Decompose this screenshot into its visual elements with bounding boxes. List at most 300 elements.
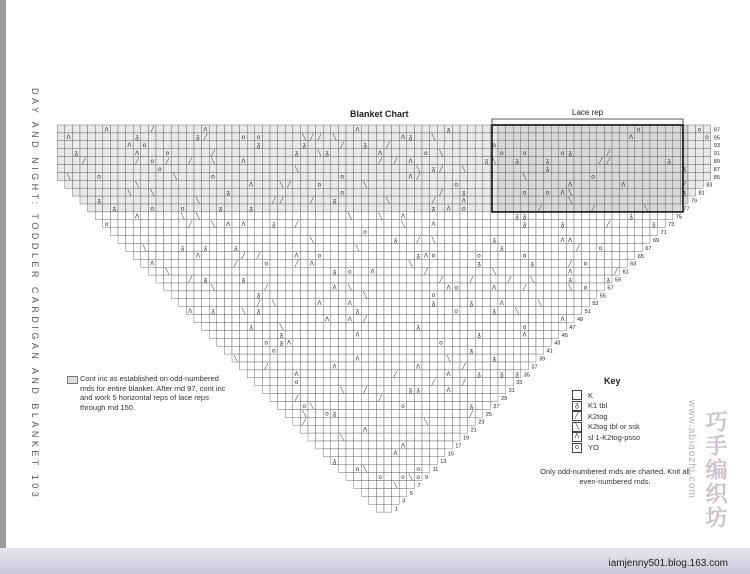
- stitch-symbol: ╱: [294, 260, 299, 268]
- chart-cell: [376, 433, 384, 441]
- chart-cell: [650, 180, 658, 188]
- chart-cell: [232, 180, 240, 188]
- stitch-symbol: ╱: [431, 379, 436, 387]
- chart-cell: [437, 141, 445, 149]
- row-number: 51: [584, 309, 591, 316]
- chart-cell: [255, 315, 263, 323]
- chart-cell: [582, 236, 590, 244]
- chart-cell: [422, 165, 430, 173]
- chart-cell: [209, 299, 217, 307]
- chart-cell: [270, 149, 278, 157]
- chart-cell: [247, 330, 255, 338]
- row-number: 67: [645, 245, 652, 252]
- chart-cell: [430, 188, 438, 196]
- chart-title: Blanket Chart: [350, 109, 409, 119]
- chart-cell: [331, 402, 339, 410]
- chart-cell: [384, 473, 392, 481]
- chart-cell: [118, 236, 126, 244]
- chart-cell: [88, 125, 96, 133]
- chart-cell: [498, 259, 506, 267]
- chart-cell: [483, 180, 491, 188]
- chart-cell: [224, 330, 232, 338]
- chart-cell: [202, 307, 210, 315]
- chart-cell: [665, 141, 673, 149]
- key-label: K2tog tbl or ssk: [588, 422, 640, 432]
- chart-cell: [559, 204, 567, 212]
- chart-cell: [361, 433, 369, 441]
- chart-cell: [483, 370, 491, 378]
- chart-cell: [582, 157, 590, 165]
- chart-cell: [392, 283, 400, 291]
- chart-cell: [133, 204, 141, 212]
- chart-cell: [354, 188, 362, 196]
- chart-cell: [338, 251, 346, 259]
- chart-cell: [110, 172, 118, 180]
- chart-cell: [278, 402, 286, 410]
- chart-cell: [346, 354, 354, 362]
- chart-cell: [232, 228, 240, 236]
- chart-cell: [551, 251, 559, 259]
- chart-cell: [88, 188, 96, 196]
- chart-cell: [589, 188, 597, 196]
- chart-cell: [589, 133, 597, 141]
- chart-cell: [582, 228, 590, 236]
- chart-cell: [665, 149, 673, 157]
- chart-cell: [597, 220, 605, 228]
- chart-cell: [506, 141, 514, 149]
- chart-cell: [536, 346, 544, 354]
- chart-cell: [582, 165, 590, 173]
- stitch-symbol: ╲: [173, 173, 177, 181]
- chart-cell: [430, 244, 438, 252]
- stitch-symbol: ╱: [507, 276, 512, 284]
- chart-cell: [331, 188, 339, 196]
- chart-cell: [430, 402, 438, 410]
- chart-cell: [308, 307, 316, 315]
- stitch-symbol: ╲: [644, 205, 649, 213]
- chart-cell: [300, 251, 308, 259]
- chart-cell: [544, 299, 552, 307]
- chart-cell: [285, 251, 293, 259]
- chart-cell: [209, 323, 217, 331]
- chart-cell: [323, 354, 331, 362]
- chart-cell: [308, 180, 316, 188]
- chart-cell: [635, 220, 643, 228]
- chart-cell: [270, 386, 278, 394]
- chart-cell: [635, 165, 643, 173]
- chart-cell: [316, 165, 324, 173]
- chart-cell: [316, 307, 324, 315]
- row-number: 59: [615, 277, 622, 284]
- chart-cell: [483, 307, 491, 315]
- chart-cell: [308, 212, 316, 220]
- chart-cell: [194, 165, 202, 173]
- chart-cell: [270, 378, 278, 386]
- chart-cell: [551, 133, 559, 141]
- chart-cell: [483, 283, 491, 291]
- stitch-symbol: ╲: [363, 292, 367, 300]
- chart-cell: [202, 228, 210, 236]
- chart-cell: [369, 496, 377, 504]
- chart-cell: [650, 188, 658, 196]
- chart-cell: [110, 212, 118, 220]
- chart-cell: [490, 330, 498, 338]
- stitch-symbol: o: [271, 347, 276, 355]
- stitch-symbol: ╱: [287, 181, 291, 189]
- chart-cell: [452, 323, 460, 331]
- chart-cell: [316, 354, 324, 362]
- chart-cell: [392, 433, 400, 441]
- chart-cell: [346, 402, 354, 410]
- chart-cell: [323, 244, 331, 252]
- key-title: Key: [604, 376, 621, 386]
- chart-cell: [186, 125, 194, 133]
- chart-cell: [528, 291, 536, 299]
- chart-cell: [445, 220, 453, 228]
- chart-cell: [460, 180, 468, 188]
- chart-cell: [544, 267, 552, 275]
- chart-cell: [475, 354, 483, 362]
- chart-cell: [620, 204, 628, 212]
- chart-cell: [354, 338, 362, 346]
- chart-cell: [179, 251, 187, 259]
- chart-cell: [262, 149, 270, 157]
- stitch-symbol: ╲: [279, 323, 284, 331]
- chart-cell: [490, 378, 498, 386]
- chart-cell: [452, 236, 460, 244]
- chart-cell: [452, 315, 460, 323]
- chart-cell: [513, 196, 521, 204]
- chart-cell: [483, 346, 491, 354]
- chart-cell: [369, 457, 377, 465]
- chart-cell: [240, 125, 248, 133]
- chart-cell: [293, 283, 301, 291]
- chart-cell: [696, 165, 704, 173]
- chart-cell: [392, 496, 400, 504]
- chart-cell: [240, 188, 248, 196]
- chart-cell: [703, 125, 711, 133]
- chart-cell: [582, 196, 590, 204]
- chart-cell: [376, 323, 384, 331]
- chart-cell: [323, 133, 331, 141]
- chart-cell: [103, 133, 111, 141]
- chart-cell: [224, 244, 232, 252]
- chart-cell: [399, 228, 407, 236]
- chart-cell: [217, 251, 225, 259]
- chart-cell: [475, 196, 483, 204]
- chart-cell: [437, 236, 445, 244]
- chart-cell: [506, 259, 514, 267]
- chart-cell: [582, 220, 590, 228]
- chart-cell: [696, 180, 704, 188]
- chart-cell: [202, 149, 210, 157]
- chart-cell: [452, 228, 460, 236]
- stitch-symbol: ╲: [127, 189, 132, 197]
- chart-cell: [308, 283, 316, 291]
- chart-cell: [513, 291, 521, 299]
- chart-cell: [468, 370, 476, 378]
- chart-cell: [300, 188, 308, 196]
- chart-cell: [308, 244, 316, 252]
- chart-cell: [133, 196, 141, 204]
- stitch-symbol: ᵹ: [530, 260, 534, 268]
- chart-cell: [483, 259, 491, 267]
- chart-cell: [331, 330, 339, 338]
- chart-cell: [156, 244, 164, 252]
- chart-cell: [224, 212, 232, 220]
- stitch-symbol: Λ: [431, 221, 436, 229]
- chart-cell: [194, 220, 202, 228]
- chart-cell: [559, 291, 567, 299]
- stitch-symbol: ᵹ: [234, 244, 238, 252]
- chart-cell: [445, 378, 453, 386]
- chart-cell: [688, 180, 696, 188]
- chart-cell: [604, 141, 612, 149]
- chart-cell: [475, 275, 483, 283]
- chart-cell: [369, 149, 377, 157]
- chart-cell: [354, 481, 362, 489]
- chart-cell: [437, 417, 445, 425]
- stitch-symbol: Λ: [446, 387, 451, 394]
- chart-cell: [506, 315, 514, 323]
- chart-cell: [658, 212, 666, 220]
- stitch-symbol: ᵹ: [515, 371, 519, 379]
- stitch-symbol: ╱: [591, 205, 595, 213]
- stitch-symbol: Λ: [309, 260, 314, 268]
- chart-cell: [247, 125, 255, 133]
- chart-cell: [582, 244, 590, 252]
- chart-cell: [544, 283, 552, 291]
- chart-cell: [224, 251, 232, 259]
- chart-cell: [240, 204, 248, 212]
- stitch-symbol: Λ: [355, 126, 360, 134]
- chart-cell: [354, 204, 362, 212]
- chart-cell: [262, 267, 270, 275]
- chart-cell: [88, 165, 96, 173]
- chart-cell: [475, 378, 483, 386]
- stitch-symbol: ╱: [439, 276, 443, 284]
- chart-cell: [247, 212, 255, 220]
- row-number: 11: [432, 467, 439, 474]
- chart-cell: [338, 330, 346, 338]
- stitch-symbol: o: [522, 252, 527, 260]
- stitch-symbol: Λ: [400, 213, 406, 221]
- chart-cell: [194, 236, 202, 244]
- chart-cell: [665, 188, 673, 196]
- stitch-symbol: Λ: [370, 268, 375, 276]
- chart-cell: [384, 441, 392, 449]
- stitch-symbol: o: [97, 173, 101, 181]
- chart-cell: [460, 315, 468, 323]
- chart-cell: [346, 133, 354, 141]
- stitch-symbol: o: [104, 221, 109, 229]
- chart-cell: [551, 283, 559, 291]
- stitch-symbol: ╱: [461, 363, 466, 371]
- chart-cell: [475, 165, 483, 173]
- chart-cell: [278, 220, 286, 228]
- chart-cell: [278, 228, 286, 236]
- chart-cell: [300, 228, 308, 236]
- chart-cell: [300, 362, 308, 370]
- chart-cell: [209, 125, 217, 133]
- chart-cell: [186, 236, 194, 244]
- stitch-symbol: o: [378, 473, 383, 481]
- chart-cell: [498, 283, 506, 291]
- chart-cell: [551, 299, 559, 307]
- chart-cell: [171, 275, 179, 283]
- chart-cell: [293, 212, 301, 220]
- chart-cell: [384, 157, 392, 165]
- stitch-symbol: ᵹ: [332, 268, 337, 276]
- chart-cell: [559, 259, 567, 267]
- stitch-symbol: ╲: [165, 268, 170, 276]
- chart-cell: [293, 354, 301, 362]
- chart-cell: [392, 251, 400, 259]
- chart-cell: [346, 188, 354, 196]
- chart-cell: [308, 330, 316, 338]
- chart-cell: [407, 188, 415, 196]
- chart-cell: [392, 244, 400, 252]
- chart-cell: [392, 141, 400, 149]
- chart-cell: [475, 244, 483, 252]
- chart-cell: [262, 188, 270, 196]
- chart-cell: [407, 165, 415, 173]
- chart-cell: [285, 394, 293, 402]
- chart-cell: [308, 251, 316, 259]
- chart-cell: [133, 236, 141, 244]
- chart-cell: [521, 299, 529, 307]
- chart-cell: [650, 196, 658, 204]
- stitch-symbol: ╲: [309, 236, 314, 244]
- chart-cell: [422, 338, 430, 346]
- chart-cell: [422, 204, 430, 212]
- chart-cell: [582, 204, 590, 212]
- chart-cell: [278, 141, 286, 149]
- chart-cell: [597, 149, 605, 157]
- chart-cell: [597, 180, 605, 188]
- chart-cell: [475, 338, 483, 346]
- chart-cell: [392, 172, 400, 180]
- chart-cell: [346, 259, 354, 267]
- chart-cell: [544, 244, 552, 252]
- chart-cell: [551, 220, 559, 228]
- chart-cell: [293, 267, 301, 275]
- chart-cell: [338, 204, 346, 212]
- chart-cell: [354, 346, 362, 354]
- chart-cell: [270, 133, 278, 141]
- stitch-symbol: ᵹ: [416, 323, 420, 331]
- chart-cell: [490, 259, 498, 267]
- chart-cell: [498, 165, 506, 173]
- chart-cell: [308, 220, 316, 228]
- chart-cell: [688, 125, 696, 133]
- chart-cell: [369, 346, 377, 354]
- chart-cell: [544, 338, 552, 346]
- chart-cell: [376, 504, 384, 512]
- chart-cell: [361, 204, 369, 212]
- chart-cell: [574, 165, 582, 173]
- chart-cell: [422, 244, 430, 252]
- chart-cell: [126, 157, 134, 165]
- chart-cell: [247, 291, 255, 299]
- chart-cell: [331, 157, 339, 165]
- chart-cell: [452, 165, 460, 173]
- chart-cell: [506, 338, 514, 346]
- chart-cell: [589, 141, 597, 149]
- chart-cell: [217, 228, 225, 236]
- chart-cell: [361, 441, 369, 449]
- chart-cell: [490, 370, 498, 378]
- chart-cell: [141, 172, 149, 180]
- chart-cell: [323, 433, 331, 441]
- chart-cell: [95, 204, 103, 212]
- chart-cell: [574, 283, 582, 291]
- chart-cell: [452, 141, 460, 149]
- chart-cell: [338, 291, 346, 299]
- chart-cell: [627, 196, 635, 204]
- chart-cell: [445, 330, 453, 338]
- chart-cell: [604, 133, 612, 141]
- chart-cell: [103, 165, 111, 173]
- chart-cell: [384, 433, 392, 441]
- chart-cell: [559, 307, 567, 315]
- stitch-symbol: ᵹ: [279, 331, 284, 339]
- stitch-symbol: ╲: [302, 410, 307, 418]
- chart-cell: [224, 157, 232, 165]
- chart-cell: [430, 275, 438, 283]
- chart-cell: [498, 378, 506, 386]
- chart-cell: [354, 157, 362, 165]
- chart-cell: [513, 220, 521, 228]
- chart-cell: [361, 473, 369, 481]
- chart-cell: [369, 125, 377, 133]
- stitch-symbol: ╲: [347, 284, 352, 292]
- chart-cell: [300, 125, 308, 133]
- chart-cell: [407, 409, 415, 417]
- chart-cell: [513, 251, 521, 259]
- chart-cell: [399, 125, 407, 133]
- chart-cell: [323, 220, 331, 228]
- chart-cell: [483, 386, 491, 394]
- chart-cell: [57, 157, 65, 165]
- chart-cell: [262, 244, 270, 252]
- chart-cell: [354, 473, 362, 481]
- chart-cell: [293, 180, 301, 188]
- chart-cell: [300, 149, 308, 157]
- chart-cell: [338, 362, 346, 370]
- chart-cell: [346, 236, 354, 244]
- chart-cell: [680, 125, 688, 133]
- chart-cell: [422, 425, 430, 433]
- stitch-symbol: ╱: [294, 394, 299, 402]
- chart-cell: [513, 125, 521, 133]
- chart-cell: [186, 244, 194, 252]
- chart-cell: [513, 346, 521, 354]
- chart-cell: [331, 220, 339, 228]
- chart-cell: [72, 172, 80, 180]
- chart-cell: [673, 204, 681, 212]
- chart-cell: [376, 346, 384, 354]
- chart-cell: [110, 228, 118, 236]
- chart-cell: [376, 370, 384, 378]
- chart-cell: [384, 496, 392, 504]
- chart-cell: [95, 157, 103, 165]
- chart-cell: [589, 267, 597, 275]
- stitch-symbol: ᵹ: [226, 189, 230, 197]
- chart-cell: [642, 157, 650, 165]
- chart-cell: [392, 133, 400, 141]
- chart-cell: [407, 354, 415, 362]
